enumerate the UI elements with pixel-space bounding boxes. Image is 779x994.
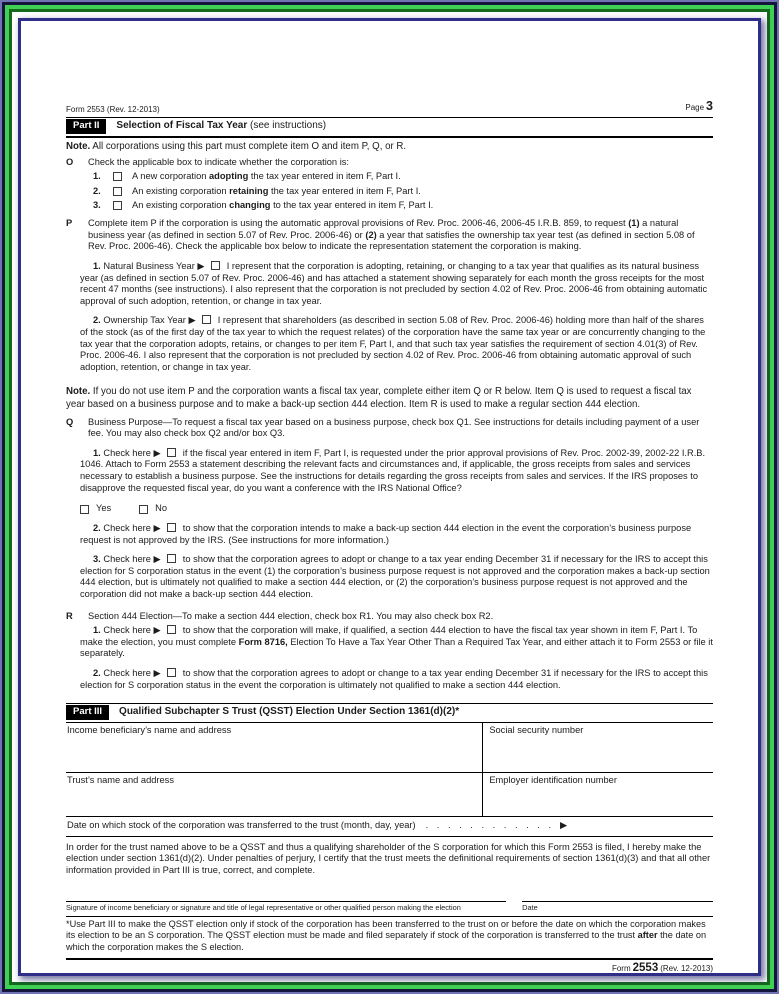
option-number: 3. [93,200,101,211]
trust-input[interactable] [67,787,478,811]
table-row [66,723,713,773]
income-beneficiary-label: Income beneficiary’s name and address [67,725,232,736]
ein-input[interactable] [489,787,713,811]
checkbox[interactable] [167,625,176,634]
option-label: An existing corporation changing to the tax year entered in item F, Part I. [132,200,434,211]
form-page [18,18,761,976]
item-q-intro: Business Purpose—To request a fiscal tax year based on a business purpose, check box Q1. See instructions for details including payment of a user fee. You may also check box Q2 and/or box Q3. [88,416,700,439]
p-ownership-tax-year: 2. Ownership Tax Year ▶ I represent that shareholders (as described in section 5.08 of Rev. Proc. 2006-46) holding more than half of the shares of the stock (as of the first day of the tax year to which the request relates) of the corporation have the same tax year or are concurrently changing to the tax year that the corporation adopts, retains, or changes to per item F, Part I, and that such tax year satisfies the requirement of section 4.01(3) of Rev. Proc. 2006-46. I also represent that the corporation is not precluded by section 4.02 of Rev. Proc. 2006-46 from obtaining automatic approval of such adoption, retention, or change in tax year. [80,315,706,372]
item-r [66,611,713,623]
note-fiscal-year: Note. If you do not use item P and the corporation wants a fiscal tax year, complete either item Q or R below. Item Q is used to request a fiscal tax year based on a business purpose and to make a back-up section 444 election. Item R is used to make a regular section 444 election. [66,386,692,410]
divider-thick [66,958,713,960]
ein-label: Employer identification number [489,775,617,786]
ssn-label: Social security number [489,725,584,736]
income-beneficiary-input[interactable] [67,737,478,761]
checkbox[interactable] [202,315,211,324]
r1-paragraph: 1. Check here ▶ to show that the corporation will make, if qualified, a section 444 election to have the fiscal tax year shown in item F, Part I. To make the election, you must complete Form 8716, Election To Have a Tax Year Other Than a Required Tax Year, and either attach it to Form 2553 or file it separately. [80,625,713,659]
option-label: A new corporation adopting the tax year entered in item F, Part I. [132,171,401,182]
footer-form-number: 2553 [632,962,659,975]
divider [66,916,713,917]
part2-header [66,118,713,138]
footer-form-word: Form [611,964,631,974]
page-header [66,99,713,118]
part3-table [66,723,713,837]
q1-paragraph: 1. Check here ▶ if the fiscal year entered in item F, Part I, is requested under the prior approval provisions of Rev. Proc. 2002-39, 2002-22 I.R.B. 1046. Attach to Form 2553 a statement describing the relevant facts and circumstances and, if applicable, the gross receipts from sales and services necessary to establish a business purpose. See the instructions for details regarding the gross receipts from sales and services. If the IRS proposes to disapprove the requested fiscal year, do you want a conference with the IRS National Office? [80,447,706,493]
form-content [21,21,758,976]
item-p [66,218,713,253]
date-transfer-row [66,817,713,836]
ein-cell [483,773,713,816]
part3-header [66,703,713,723]
item-o-intro: Check the applicable box to indicate whether the corporation is: [88,156,349,167]
ssn-input[interactable] [489,737,713,761]
date-transfer-label: Date on which stock of the corporation was transferred to the trust (month, day, year) [67,820,416,831]
form-ref: Form 2553 (Rev. 12-2013) [66,104,160,114]
item-p-intro: Complete item P if the corporation is using the automatic approval provisions of Rev. Proc. 2006-46, 2006-45 I.R.B. 859, to request (1) a natural business year (as defined in section 5.07 of Rev. Proc. 2006-46) or (2) a year that satisfies the ownership tax year test (as defined in section 5.08 of Rev. Proc. 2006-46). Check the applicable box below to indicate the representation statement the corporation is making. [88,218,695,252]
option-label: An existing corporation retaining the tax year entered in item F, Part I. [132,185,421,196]
qsst-footnote: *Use Part III to make the QSST election only if stock of the corporation has been transferred to the trust on or before the date on which the corporation makes its election to be an S corporation. The QSST election must be made and filed separately if stock of the corporation is transferred to the trust after the date on which the corporation makes the S election. [66,918,707,952]
o-option-2 [93,186,713,198]
page-number: 3 [706,99,713,113]
o-option-1 [93,171,713,183]
q3-paragraph: 3. Check here ▶ to show that the corporation agrees to adopt or change to a tax year ending December 31 if necessary for the IRS to accept this election for S corporation status in the event (1) the corporation’s business purpose request is not approved and the corporation makes a back-up section 444 election, but is ultimately not qualified to make a section 444 election, or (2) the corporation’s business purpose request is not approved and the corporation did not make a back-up section 444 election. [80,554,710,599]
signature-date-line[interactable] [522,901,713,912]
option-number: 1. [93,171,101,182]
frame-dark-green [9,9,770,985]
item-q [66,417,713,440]
item-r-intro: Section 444 Election—To make a section 444 election, check box R1. You may also check box R2. [88,610,494,621]
trust-cell [66,773,483,816]
dot-leaders: . . . . . . . . . . . . [425,820,555,831]
o1-checkbox[interactable] [113,172,122,181]
ssn-cell [483,723,713,772]
checkbox[interactable] [167,668,176,677]
option-number: 2. [93,185,101,196]
item-r-letter: R [66,610,73,621]
part2-badge: Part II [66,119,106,134]
o2-checkbox[interactable] [113,187,122,196]
item-p-letter: P [66,218,73,229]
arrow-right-icon: ▶ [560,820,568,831]
no-checkbox[interactable] [139,505,148,514]
o-option-3 [93,200,713,212]
footer-revision: (Rev. 12-2013) [660,964,713,974]
frame-white-mat [12,12,767,982]
page-indicator [685,99,713,115]
page-footer [66,961,713,975]
o3-checkbox[interactable] [113,201,122,210]
table-row [66,773,713,817]
checkbox[interactable] [167,554,176,563]
signature-gap [506,901,522,912]
yes-checkbox[interactable] [80,505,89,514]
q1-yes-no-row [80,503,713,515]
date-transferred-input[interactable] [567,821,713,831]
p-natural-business-year: 1. Natural Business Year ▶ I represent that the corporation is adopting, retaining, or changing to a tax year that qualifies as its natural business year (as defined in section 5.07 of Rev. Proc. 2006-46) and has attached a statement showing separately for each month the gross receipts for the most recent 47 months (see instructions). I also represent that the corporation is not precluded by section 4.02 of Rev. Proc. 2006-46 from obtaining automatic approval of such adoption, retention, or change in tax year. [80,260,708,306]
part2-note: Note. All corporations using this part must complete item O and item P, Q, or R. [66,140,407,152]
checkbox[interactable] [211,261,220,270]
part3-badge: Part III [66,705,109,720]
checkbox[interactable] [167,523,176,532]
signature-label: Signature of income beneficiary or signature and title of legal representative or other qualified person making the election [66,902,461,912]
signature-line[interactable] [66,901,506,912]
signature-date-label: Date [522,902,538,912]
frame-green [5,5,774,989]
signature-row [66,901,713,912]
yes-label: Yes [96,503,112,514]
checkbox[interactable] [167,448,176,457]
r2-paragraph: 2. Check here ▶ to show that the corporation agrees to adopt or change to a tax year ending December 31 if necessary for the IRS to accept this election for S corporation status in the event the corporation is ultimately not qualified to make a section 444 election. [80,667,708,690]
q2-paragraph: 2. Check here ▶ to show that the corporation intends to make a back-up section 444 election in the event the corporation’s business purpose request is not approved by the IRS. (See instructions for more information.) [80,522,692,545]
income-beneficiary-cell [66,723,483,772]
page-word: Page [685,103,705,112]
item-q-letter: Q [66,416,74,427]
affirmation-text: In order for the trust named above to be a QSST and thus a qualifying shareholder of the S corporation for which this Form 2553 is filed, I hereby make the election under section 1361(d)(2). Under penalties of perjury, I certify that the trust meets the definitional requirements of section 1361(d)(3) and that all other information provided in Part III is true, correct, and complete. [66,841,711,875]
item-o-letter: O [66,156,74,167]
part2-title: Selection of Fiscal Tax Year (see instructions) [116,119,327,131]
no-label: No [155,503,168,514]
part3-title: Qualified Subchapter S Trust (QSST) Election Under Section 1361(d)(2)* [119,706,460,718]
frame-navy [2,2,777,992]
trust-label: Trust’s name and address [67,775,174,786]
item-o [66,157,713,169]
